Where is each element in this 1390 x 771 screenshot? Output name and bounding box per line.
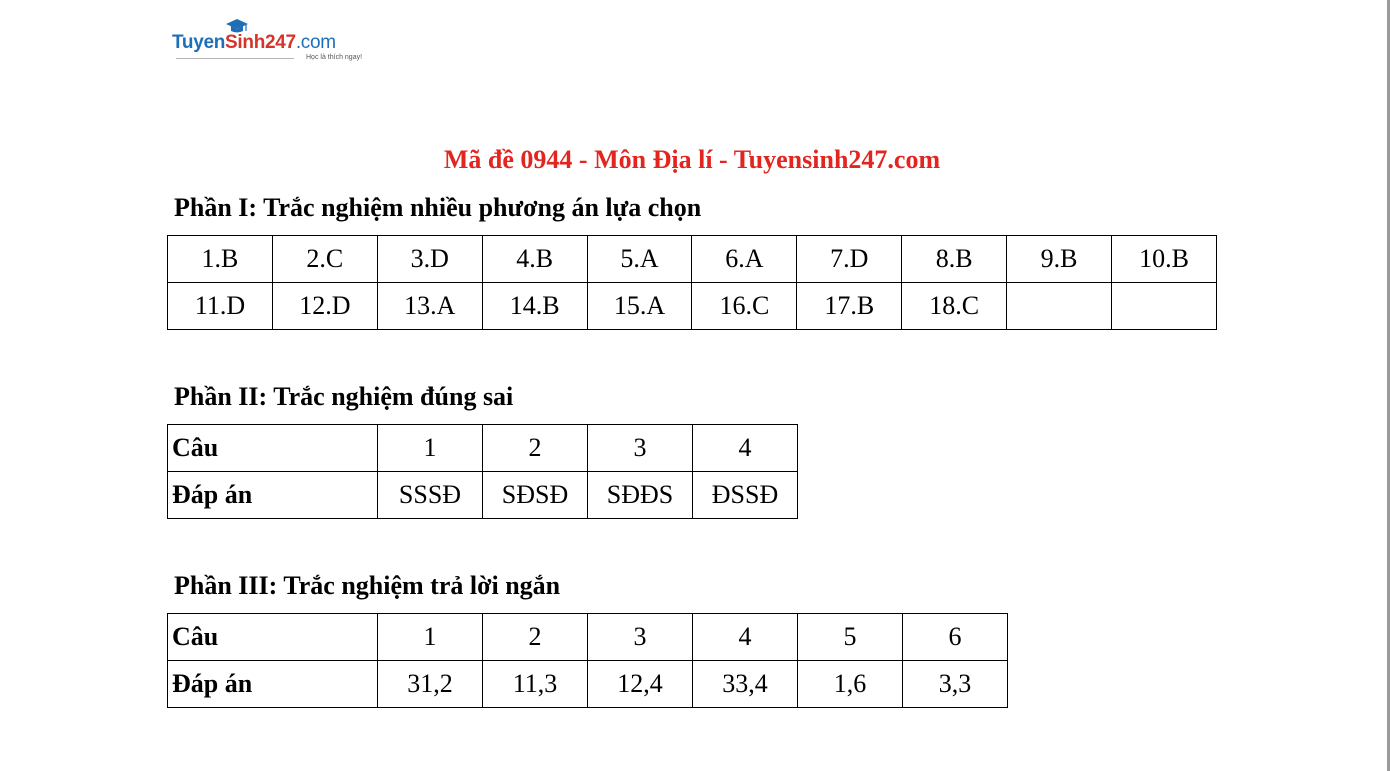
part1-answer-cell: 4.B <box>482 236 587 283</box>
part3-question-row <box>168 614 1008 661</box>
part1-answer-cell: 14.B <box>482 283 587 330</box>
part3-question-number: 3 <box>588 614 693 661</box>
part1-answer-cell: 18.C <box>902 283 1007 330</box>
part2-question-number: 4 <box>693 425 798 472</box>
part2-answer-cell: SĐĐS <box>588 472 693 519</box>
part3-answer-cell: 3,3 <box>903 661 1008 708</box>
part2-answer-table <box>167 424 798 519</box>
part2-heading: Phần II: Trắc nghiệm đúng sai <box>174 382 514 411</box>
part2-answer-cell: SĐSĐ <box>483 472 588 519</box>
logo-wordmark <box>172 32 336 54</box>
part1-answer-cell: 3.D <box>377 236 482 283</box>
part1-answer-cell: 9.B <box>1007 236 1112 283</box>
part2-answer-cell: ĐSSĐ <box>693 472 798 519</box>
part3-answer-row <box>168 661 1008 708</box>
part3-question-number: 2 <box>483 614 588 661</box>
part3-answer-cell: 1,6 <box>798 661 903 708</box>
part3-question-number: 1 <box>378 614 483 661</box>
logo-slogan: Học là thích ngay! <box>306 54 363 61</box>
part3-question-number: 5 <box>798 614 903 661</box>
part1-answer-cell: 6.A <box>692 236 797 283</box>
part3-question-number: 4 <box>693 614 798 661</box>
part2-question-number: 2 <box>483 425 588 472</box>
part1-answer-cell: 8.B <box>902 236 1007 283</box>
logo-part-sinh247: Sinh247 <box>225 32 296 53</box>
part2-question-row <box>168 425 798 472</box>
part3-question-number: 6 <box>903 614 1008 661</box>
part1-answer-cell: 17.B <box>797 283 902 330</box>
site-logo[interactable] <box>172 18 372 66</box>
part1-answer-cell <box>1007 283 1112 330</box>
logo-part-tuyen: Tuyen <box>172 32 226 53</box>
part1-answer-cell <box>1112 283 1217 330</box>
part3-answer-cell: 33,4 <box>693 661 798 708</box>
part1-answer-cell: 7.D <box>797 236 902 283</box>
part1-answer-cell: 13.A <box>377 283 482 330</box>
part1-answer-cell: 11.D <box>168 283 273 330</box>
part2-answer-label: Đáp án <box>168 472 378 519</box>
part3-answer-cell: 12,4 <box>588 661 693 708</box>
part3-answer-table <box>167 613 1008 708</box>
part2-answer-row <box>168 472 798 519</box>
part1-answer-table <box>167 235 1217 330</box>
document-title: Mã đề 0944 - Môn Địa lí - Tuyensinh247.com <box>443 145 941 174</box>
part3-answer-cell: 31,2 <box>378 661 483 708</box>
part1-answer-cell: 10.B <box>1112 236 1217 283</box>
part2-question-number: 1 <box>378 425 483 472</box>
logo-divider <box>176 58 294 59</box>
part1-answer-cell: 2.C <box>272 236 377 283</box>
part1-row <box>168 283 1217 330</box>
part1-answer-cell: 1.B <box>168 236 273 283</box>
part2-question-number: 3 <box>588 425 693 472</box>
part3-answer-cell: 11,3 <box>483 661 588 708</box>
part3-heading: Phần III: Trắc nghiệm trả lời ngắn <box>174 571 561 600</box>
part1-answer-cell: 12.D <box>272 283 377 330</box>
part3-question-label: Câu <box>168 614 378 661</box>
part3-answer-label: Đáp án <box>168 661 378 708</box>
part1-answer-cell: 5.A <box>587 236 692 283</box>
logo-part-com: .com <box>295 32 336 53</box>
part1-answer-cell: 16.C <box>692 283 797 330</box>
part1-row <box>168 236 1217 283</box>
part2-answer-cell: SSSĐ <box>378 472 483 519</box>
part1-heading: Phần I: Trắc nghiệm nhiều phương án lựa chọn <box>174 193 702 222</box>
part1-answer-cell: 15.A <box>587 283 692 330</box>
part2-question-label: Câu <box>168 425 378 472</box>
